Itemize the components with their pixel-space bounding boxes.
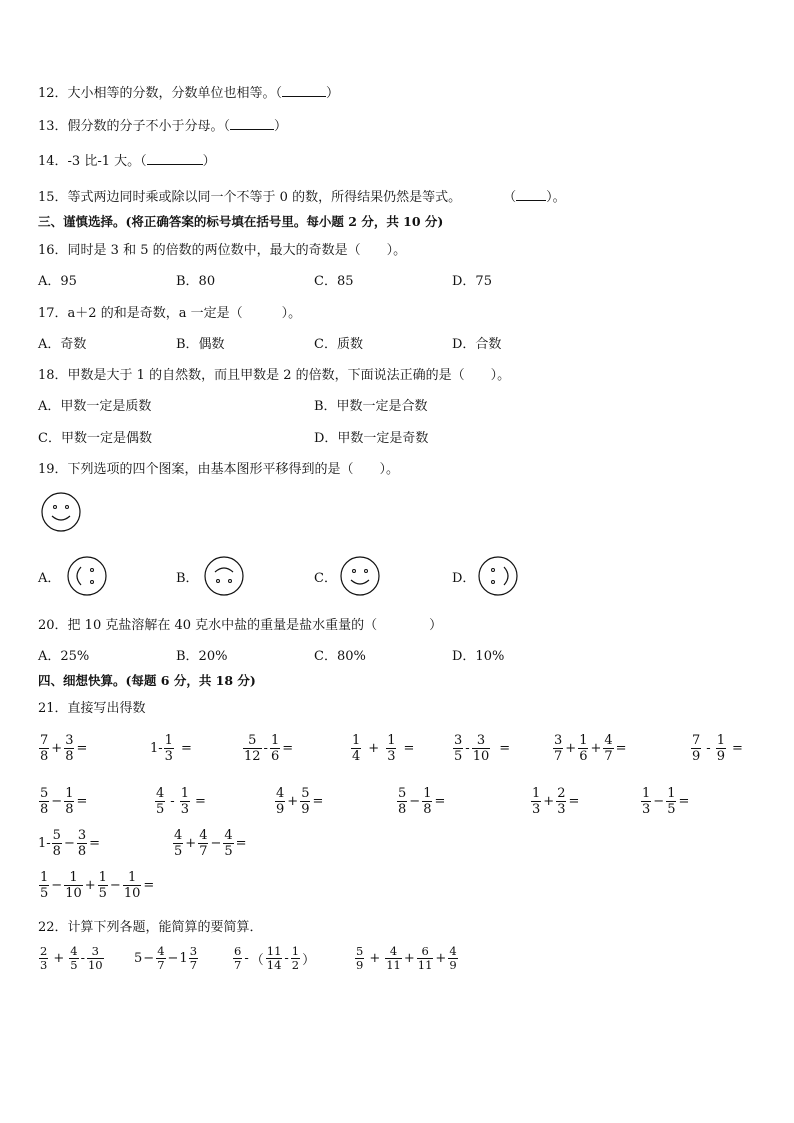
option-b[interactable]: B．80 (176, 274, 216, 289)
option-d[interactable]: D． (452, 571, 476, 586)
expression: $\frac{5}{12}$ - $\frac{1}{6}$ = (244, 733, 294, 764)
answer-blank[interactable] (516, 189, 546, 201)
section-4-heading: 四、细想快算。(每题 6 分，共 18 分) (38, 673, 256, 688)
smiley-rotated-left-icon[interactable] (66, 555, 108, 597)
expression: 1- $\frac{1}{3}$ = (150, 733, 192, 764)
expression: 5 − $\frac{4}{7}$ − 1 $\frac{3}{7}$ (134, 944, 198, 972)
expression: $\frac{3}{5}$ - $\frac{3}{10}$ = (454, 733, 511, 764)
expression: $\frac{6}{7}$ - （ $\frac{11}{14}$ - $\frac{1}{2}$ ） (234, 944, 316, 972)
answer-blank[interactable] (282, 85, 326, 97)
question-21: 21．直接写出得数 (38, 701, 146, 716)
question-18: 18．甲数是大于 1 的自然数，而且甲数是 2 的倍数，下面说法正确的是（ ）。 (38, 368, 511, 383)
option-b[interactable]: B．20% (176, 649, 228, 664)
option-a[interactable]: A．95 (38, 274, 77, 289)
option-d[interactable]: D．10% (452, 649, 505, 664)
option-a[interactable]: A．25% (38, 649, 90, 664)
expression: 1- $\frac{5}{8}$ − $\frac{3}{8}$ = (38, 828, 101, 859)
answer-blank[interactable] (147, 153, 203, 165)
expression: $\frac{3}{7}$ + $\frac{1}{6}$ + $\frac{4}{7}$ = (554, 733, 627, 764)
option-a[interactable]: A．甲数一定是质数 (38, 399, 152, 414)
option-c[interactable]: C．甲数一定是偶数 (38, 431, 152, 446)
expression: $\frac{2}{3}$ + $\frac{4}{5}$ - $\frac{3}{10}$ (40, 944, 103, 972)
smiley-rotated-right-icon[interactable] (477, 555, 519, 597)
question-13: 13．假分数的分子不小于分母。（ ） (38, 119, 288, 134)
expression: $\frac{1}{3}$ + $\frac{2}{3}$ = (532, 786, 580, 817)
expression: $\frac{7}{9}$ - $\frac{1}{9}$ = (692, 733, 743, 764)
section-3-heading: 三、谨慎选择。(将正确答案的标号填在括号里。每小题 2 分，共 10 分) (38, 214, 444, 229)
question-19: 19．下列选项的四个图案，由基本图形平移得到的是（ ）。 (38, 462, 400, 477)
smiley-upside-down-icon[interactable] (203, 555, 245, 597)
option-d[interactable]: D．甲数一定是奇数 (314, 431, 429, 446)
expression: $\frac{1}{3}$ − $\frac{1}{5}$ = (642, 786, 690, 817)
question-15: 15．等式两边同时乘或除以同一个不等于 0 的数，所得结果仍然是等式。 （ ）。 (38, 190, 566, 205)
answer-blank[interactable] (230, 118, 274, 130)
option-d[interactable]: D．合数 (452, 337, 502, 352)
smiley-base-figure-icon (40, 491, 82, 533)
option-c[interactable]: C．85 (314, 274, 354, 289)
expression: $\frac{7}{8}$ + $\frac{3}{8}$ = (40, 733, 88, 764)
expression: $\frac{5}{9}$ + $\frac{4}{11}$ + $\frac{6}{11}$ + $\frac{4}{9}$ (356, 944, 457, 972)
question-17: 17．a＋2 的和是奇数，a 一定是（ ）。 (38, 306, 302, 321)
option-a[interactable]: A．奇数 (38, 337, 87, 352)
question-16: 16．同时是 3 和 5 的倍数的两位数中，最大的奇数是（ ）。 (38, 243, 407, 258)
question-20: 20．把 10 克盐溶解在 40 克水中盐的重量是盐水重量的（ ） (38, 618, 443, 633)
expression: $\frac{5}{8}$ − $\frac{1}{8}$ = (40, 786, 88, 817)
question-22: 22．计算下列各题，能简算的要简算． (38, 920, 263, 935)
expression: $\frac{4}{5}$ - $\frac{1}{3}$ = (156, 786, 206, 817)
option-c[interactable]: C．80% (314, 649, 366, 664)
expression: $\frac{1}{5}$ − $\frac{1}{10}$ + $\frac{1}{5}$ − $\frac{1}{10}$ = (40, 870, 155, 901)
expression: $\frac{4}{5}$ + $\frac{4}{7}$ − $\frac{4}{5}$ = (174, 828, 247, 859)
expression: $\frac{4}{9}$ + $\frac{5}{9}$ = (276, 786, 324, 817)
option-d[interactable]: D．75 (452, 274, 492, 289)
option-c[interactable]: C．质数 (314, 337, 363, 352)
question-12: 12．大小相等的分数，分数单位也相等。（ ） (38, 86, 340, 101)
option-b[interactable]: B．偶数 (176, 337, 225, 352)
smiley-upright-icon[interactable] (339, 555, 381, 597)
option-a[interactable]: A． (38, 571, 61, 586)
question-14: 14．-3 比-1 大。（ ） (38, 154, 216, 169)
option-c[interactable]: C． (314, 571, 337, 586)
option-b[interactable]: B． (176, 571, 199, 586)
expression: $\frac{1}{4}$ + $\frac{1}{3}$ = (352, 733, 415, 764)
option-b[interactable]: B．甲数一定是合数 (314, 399, 428, 414)
expression: $\frac{5}{8}$ − $\frac{1}{8}$ = (398, 786, 446, 817)
